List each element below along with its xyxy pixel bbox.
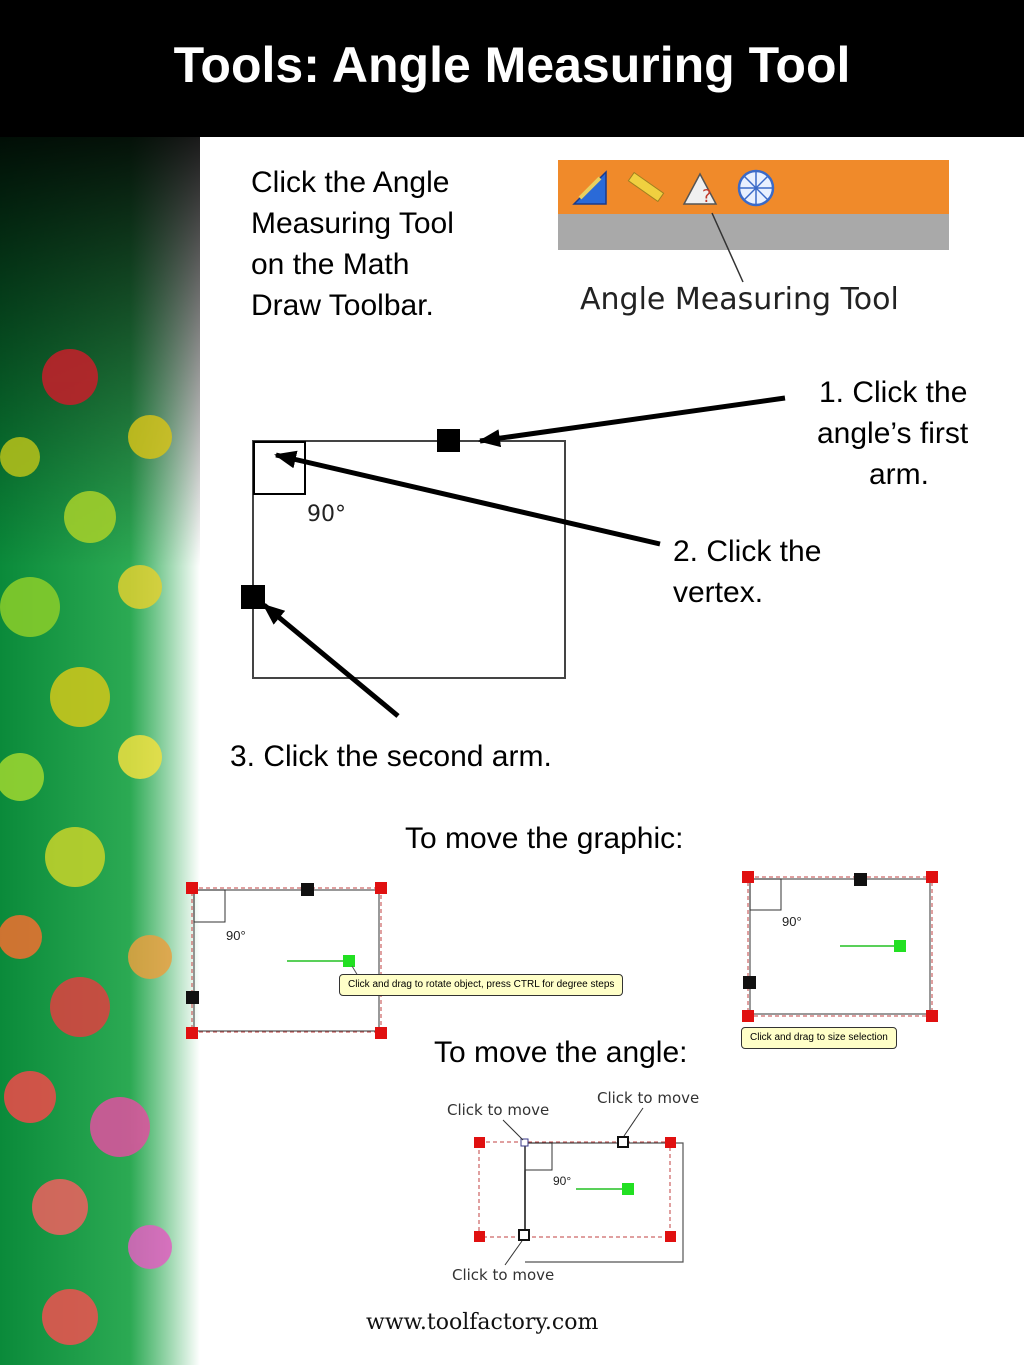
intro-line-3: on the Math bbox=[251, 248, 410, 281]
second-arm-handle bbox=[241, 585, 265, 609]
angle-frame bbox=[253, 441, 565, 678]
move-angle-label: 90° bbox=[553, 1174, 572, 1188]
move-angle-heading: To move the angle: bbox=[434, 1036, 688, 1069]
move-angle-selection-box bbox=[479, 1142, 670, 1237]
toolbar-callout-label: Angle Measuring Tool bbox=[580, 282, 899, 317]
left-angle-label: 90° bbox=[226, 928, 246, 943]
step2-line-1: 2. Click the bbox=[673, 535, 822, 568]
click-to-move-label-right: Click to move bbox=[597, 1089, 700, 1107]
step1-line-3: arm. bbox=[869, 458, 929, 491]
step1-arrow bbox=[480, 398, 785, 441]
right-angle-marker bbox=[254, 442, 305, 494]
page-title: Tools: Angle Measuring Tool bbox=[173, 37, 851, 93]
footer-url[interactable]: www.toolfactory.com bbox=[366, 1310, 599, 1335]
intro-line-2: Measuring Tool bbox=[251, 207, 454, 240]
step2-line-2: vertex. bbox=[673, 576, 764, 609]
first-arm-handle bbox=[437, 429, 460, 452]
right-angle-label: 90° bbox=[782, 914, 802, 929]
intro-line-4: Draw Toolbar. bbox=[251, 289, 434, 322]
size-tooltip: Click and drag to size selection bbox=[741, 1027, 897, 1049]
click-to-move-label-bottom: Click to move bbox=[452, 1266, 555, 1284]
diagram-angle-label: 90° bbox=[307, 502, 346, 527]
step3-arrow bbox=[264, 605, 398, 716]
step1-line-2: angle’s first bbox=[817, 417, 969, 450]
click-to-move-label-left: Click to move bbox=[447, 1101, 550, 1119]
move-graphic-heading: To move the graphic: bbox=[405, 822, 684, 855]
toolbar-callout-line bbox=[712, 213, 743, 282]
intro-line-1: Click the Angle bbox=[251, 166, 450, 199]
step1-line-1: 1. Click the bbox=[819, 376, 968, 409]
step3-label: 3. Click the second arm. bbox=[230, 740, 552, 773]
rotate-tooltip: Click and drag to rotate object, press CTRL for degree steps bbox=[339, 974, 623, 996]
svg-text:?: ? bbox=[702, 186, 712, 207]
